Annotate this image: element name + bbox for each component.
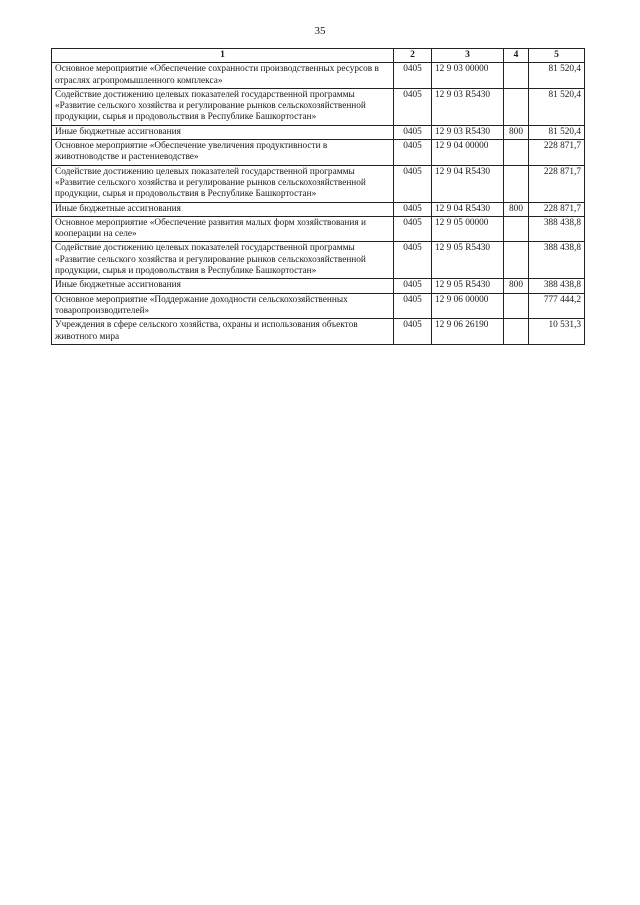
row-target-article: 12 9 04 R5430 xyxy=(432,165,504,202)
table-row xyxy=(52,319,585,345)
row-amount: 388 438,8 xyxy=(529,216,585,242)
header-col-3: 3 xyxy=(432,49,504,63)
row-amount: 228 871,7 xyxy=(529,140,585,166)
row-name: Основное мероприятие «Обеспечение развития малых форм хозяйствования и кооперации на селе» xyxy=(52,216,394,242)
row-expense-type xyxy=(504,88,529,125)
row-expense-type xyxy=(504,242,529,279)
row-section-code: 0405 xyxy=(394,125,432,139)
header-col-1: 1 xyxy=(52,49,394,63)
row-amount: 10 531,3 xyxy=(529,319,585,345)
table-row xyxy=(52,279,585,293)
row-expense-type xyxy=(504,216,529,242)
row-name: Основное мероприятие «Обеспечение сохранности производственных ресурсов в отраслях агропромышленного комплекса» xyxy=(52,63,394,89)
row-name: Иные бюджетные ассигнования xyxy=(52,125,394,139)
row-amount: 81 520,4 xyxy=(529,125,585,139)
page-number: 35 xyxy=(314,25,326,37)
row-expense-type: 800 xyxy=(504,202,529,216)
table-row xyxy=(52,63,585,89)
row-name: Основное мероприятие «Поддержание доходности сельскохозяйственных товаропроизводителей» xyxy=(52,293,394,319)
row-amount: 81 520,4 xyxy=(529,63,585,89)
row-target-article: 12 9 06 00000 xyxy=(432,293,504,319)
row-section-code: 0405 xyxy=(394,140,432,166)
row-name: Учреждения в сфере сельского хозяйства, охраны и использования объектов животного мира xyxy=(52,319,394,345)
row-name: Иные бюджетные ассигнования xyxy=(52,279,394,293)
row-expense-type xyxy=(504,293,529,319)
row-target-article: 12 9 03 R5430 xyxy=(432,125,504,139)
row-name: Иные бюджетные ассигнования xyxy=(52,202,394,216)
row-target-article: 12 9 03 R5430 xyxy=(432,88,504,125)
table-row xyxy=(52,216,585,242)
row-amount: 388 438,8 xyxy=(529,242,585,279)
row-section-code: 0405 xyxy=(394,63,432,89)
table-row xyxy=(52,202,585,216)
row-section-code: 0405 xyxy=(394,165,432,202)
row-expense-type xyxy=(504,319,529,345)
header-col-2: 2 xyxy=(394,49,432,63)
row-section-code: 0405 xyxy=(394,216,432,242)
table-header-row xyxy=(52,49,585,63)
table-row xyxy=(52,293,585,319)
row-section-code: 0405 xyxy=(394,319,432,345)
row-target-article: 12 9 03 00000 xyxy=(432,63,504,89)
table-row xyxy=(52,88,585,125)
row-expense-type: 800 xyxy=(504,125,529,139)
row-target-article: 12 9 05 00000 xyxy=(432,216,504,242)
row-amount: 388 438,8 xyxy=(529,279,585,293)
row-target-article: 12 9 05 R5430 xyxy=(432,279,504,293)
row-amount: 228 871,7 xyxy=(529,202,585,216)
row-name: Содействие достижению целевых показателей государственной программы «Развитие сельского хозяйства и регулирование рынков сельскохозяйственной продукции, сырья и продовольствия в Республике Башкортостан» xyxy=(52,88,394,125)
row-target-article: 12 9 06 26190 xyxy=(432,319,504,345)
table-row xyxy=(52,165,585,202)
table-row xyxy=(52,140,585,166)
row-section-code: 0405 xyxy=(394,242,432,279)
row-section-code: 0405 xyxy=(394,202,432,216)
row-expense-type: 800 xyxy=(504,279,529,293)
row-section-code: 0405 xyxy=(394,293,432,319)
header-col-4: 4 xyxy=(504,49,529,63)
table-row xyxy=(52,125,585,139)
row-amount: 228 871,7 xyxy=(529,165,585,202)
row-expense-type xyxy=(504,140,529,166)
row-expense-type xyxy=(504,165,529,202)
row-target-article: 12 9 04 R5430 xyxy=(432,202,504,216)
row-section-code: 0405 xyxy=(394,88,432,125)
row-name: Содействие достижению целевых показателей государственной программы «Развитие сельского хозяйства и регулирование рынков сельскохозяйственной продукции, сырья и продовольствия в Республике Башкортостан» xyxy=(52,242,394,279)
header-col-5: 5 xyxy=(529,49,585,63)
row-name: Основное мероприятие «Обеспечение увеличения продуктивности в животноводстве и растениеводстве» xyxy=(52,140,394,166)
row-name: Содействие достижению целевых показателей государственной программы «Развитие сельского хозяйства и регулирование рынков сельскохозяйственной продукции, сырья и продовольствия в Республике Башкортостан» xyxy=(52,165,394,202)
row-target-article: 12 9 04 00000 xyxy=(432,140,504,166)
row-target-article: 12 9 05 R5430 xyxy=(432,242,504,279)
row-amount: 81 520,4 xyxy=(529,88,585,125)
budget-table xyxy=(51,48,585,345)
row-expense-type xyxy=(504,63,529,89)
table-row xyxy=(52,242,585,279)
row-amount: 777 444,2 xyxy=(529,293,585,319)
row-section-code: 0405 xyxy=(394,279,432,293)
